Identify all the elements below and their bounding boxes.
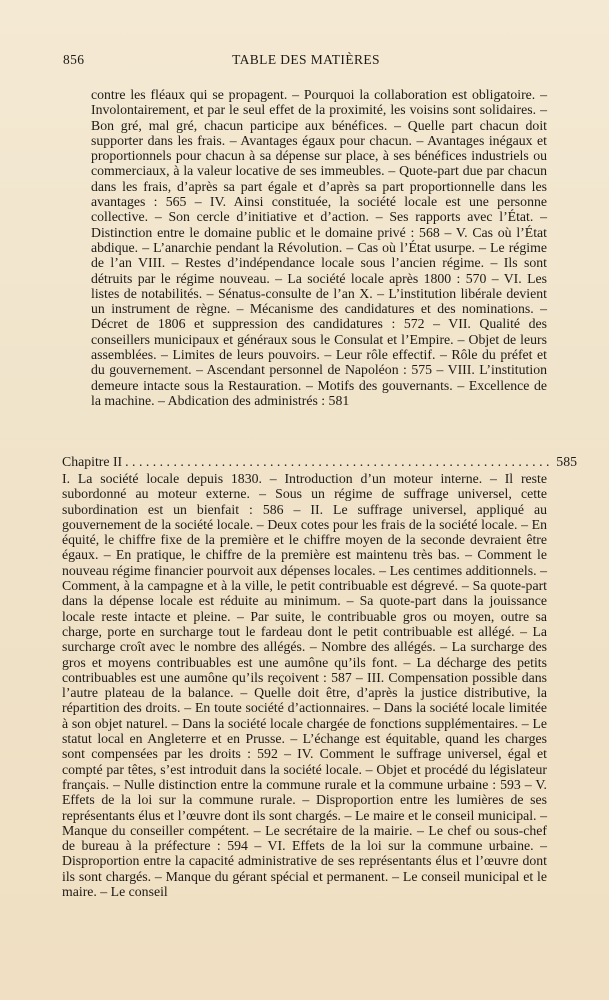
chapter-summary: I. La société locale depuis 1830. – Introduction d’un moteur interne. – Il reste subordonné au moteur externe. – Sous un régime de suffrage universel, cette subordination est un bienfait : 586 – II. Le suffrage universel, appliqué au gouvernement de la société locale. – Deux cotes pour les frais de la société locale. – En équité, le chiffre fixe de la première et le chiffre moyen de la seconde devraient être égaux. – En pratique, le chiffre de la première est maintenu très bas. – Comment le nouveau régime financier pourvoit aux dépenses locales. – Les centimes additionnels. – Comment, à la campagne et à la ville, le petit contribuable est dégrevé. – Sa quote-part dans la dépense locale est réduite au minimum. – Sa quote-part dans la jouissance locale reste intacte et pleine. – Par suite, le contribuable gros ou moyen, outre sa charge, porte en surcharge tout le fardeau dont le petit contribuable est allégé. – La surcharge croît avec le nombre des allégés. – Nombre des allégés. – La surcharge des gros et moyens contribuables est une aumône qu’ils font. – La décharge des petits contribuables est une aumône qu’ils reçoivent : 587 – III. Compensation possible dans l’autre plateau de la balance. – Quelle doit être, d’après la justice distributive, la répartition des droits. – En toute société d’actionnaires. – Dans la société locale limitée à son objet naturel. – Dans la société locale chargée de fonctions supplémentaires. – Le statut local en Angleterre et en Prusse. – L’échange est équitable, quand les charges sont compensées par les droits : 592 – IV. Comment le suffrage universel, égal et compté par têtes, s’est introduit dans la société locale. – Objet et procédé du législateur français. – Nulle distinction entre la commune rurale et la commune urbaine : 593 – V. Effets de la loi sur la commune rurale. – Disproportion entre les lumières de ses représentants élus et l’œuvre dont ils sont chargés. – Le maire et le conseil municipal. – Manque du conseiller compétent. – Le secrétaire de la mairie. – Le chef ou sous-chef de bureau à la préfecture : 594 – VI. Effets de la loi sur la commune urbaine. – Disproportion entre la capacité administrative de ses représentants élus et l’œuvre dont ils sont chargés. – Manque du gérant spécial et permanent. – Le conseil municipal et le maire. – Le conseil: [62, 471, 547, 900]
chapter-page-number: 585: [556, 454, 577, 469]
toc-chapter-entry: [62, 454, 577, 899]
running-head: [63, 52, 549, 72]
chapter-heading-line: [62, 454, 577, 470]
leader-dots: [125, 454, 553, 469]
toc-entry-continuation: contre les fléaux qui se propagent. – Pourquoi la collaboration est obligatoire. – Involontairement, et par le seul effet de la proximité, les voisins sont solidaires. – Bon gré, mal gré, chacun participe aux bénéfices. – Quelle part chacun doit supporter dans les frais. – Avantages égaux pour chacun. – Avantages inégaux et proportionnels pour chacun à sa dépense sur place, à ses bénéfices industriels ou commerciaux, à la valeur locative de ses immeubles. – Quote-part due par chacun dans les frais, d’après sa part égale et d’après sa part proportionnelle dans les avantages : 565 – IV. Ainsi constituée, la société locale est une personne collective. – Son cercle d’initiative et d’action. – Ses rapports avec l’État. – Distinction entre le domaine public et le domaine privé : 568 – V. Cas où l’État abdique. – L’anarchie pendant la Révolution. – Cas où l’État usurpe. – Le régime de l’an VIII. – Restes d’indépendance locale sous l’ancien régime. – Ils sont détruits par le régime nouveau. – La société locale après 1800 : 570 – VI. Les listes de notabilités. – Sénatus-consulte de l’an X. – L’institution libérale devient un instrument de règne. – Mécanisme des candidatures et des nominations. – Décret de 1806 et suppression des candidatures : 572 – VII. Qualité des conseillers municipaux et généraux sous le Consulat et l’Empire. – Objet de leurs assemblées. – Limites de leurs pouvoirs. – Leur rôle effectif. – Rôle du préfet et du gouvernement. – Ascendant personnel de Napoléon : 575 – VIII. L’institution demeure intacte sous la Restauration. – Motifs des gouvernants. – Excellence de la machine. – Abdication des administrés : 581: [91, 87, 547, 408]
page-number: 856: [63, 52, 85, 67]
chapter-label: Chapitre II: [62, 454, 123, 469]
running-title: TABLE DES MATIÈRES: [232, 52, 380, 67]
